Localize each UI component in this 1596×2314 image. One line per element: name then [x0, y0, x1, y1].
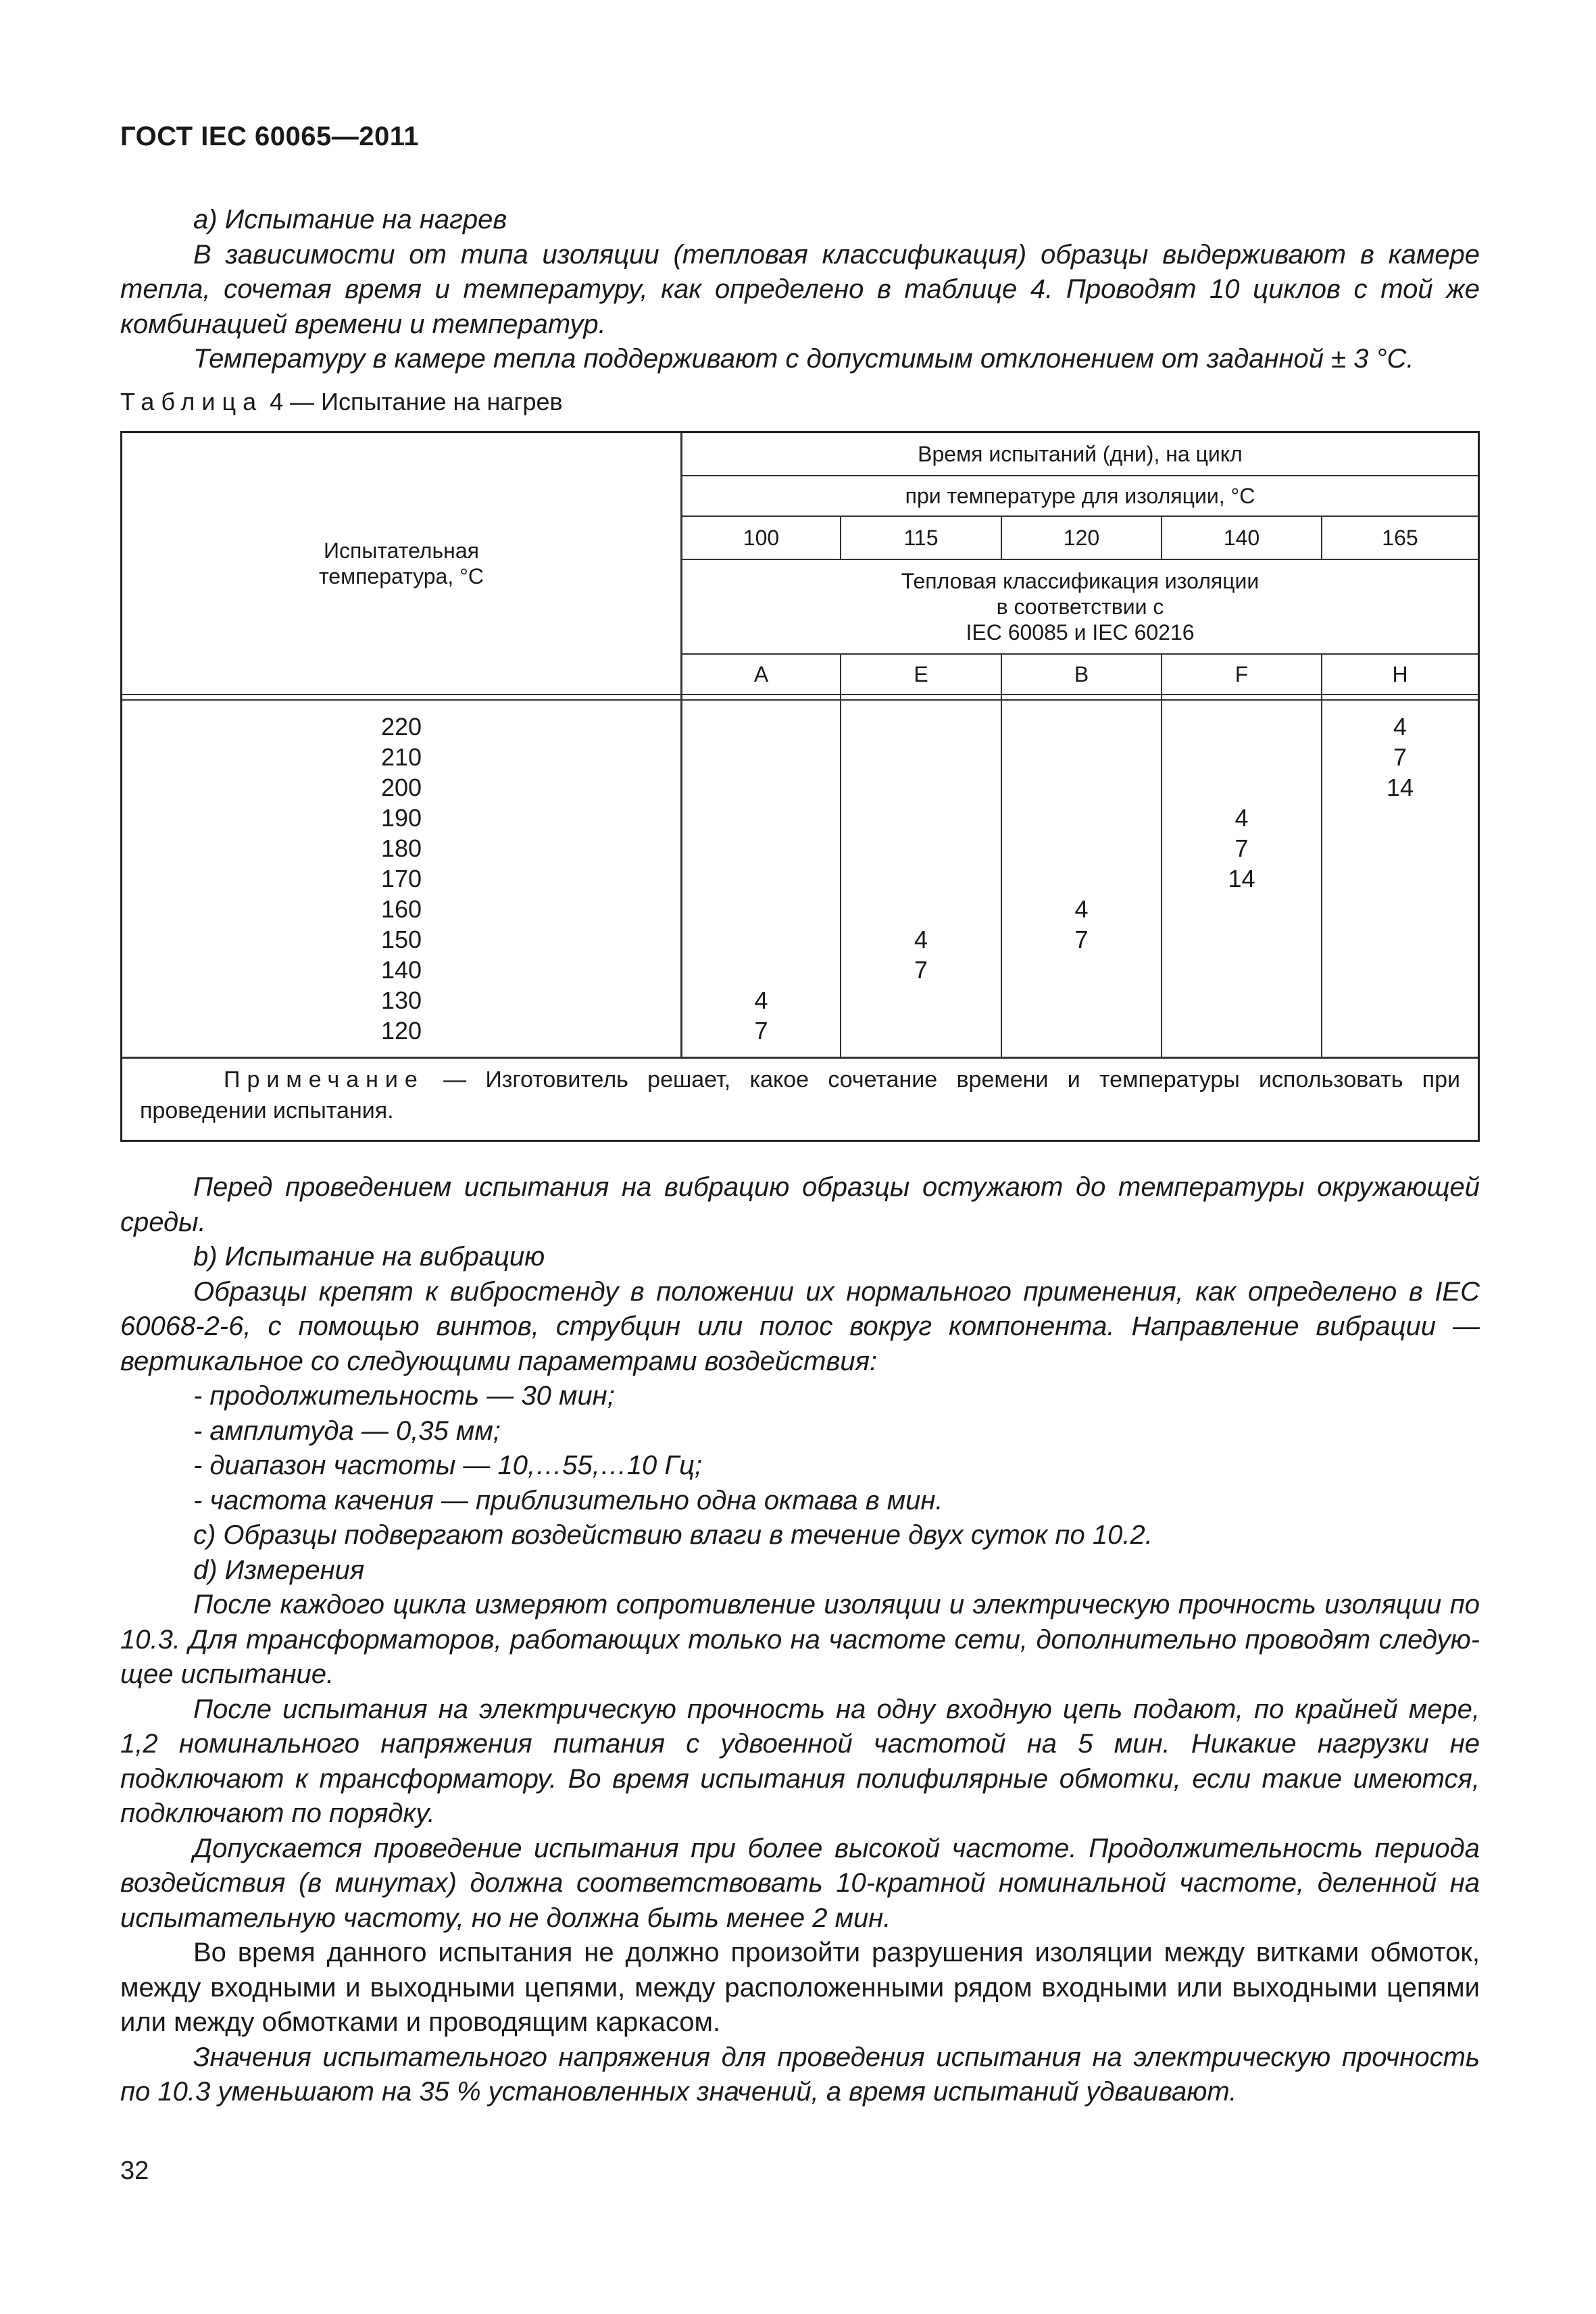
intro-paragraph: В зависимости от типа изоляции (тепловая классификация) образцы выдерживают в камере тепла, сочетая время и температуру, как определено в таблице 4. Проводят 10 циклов с той же комбинацией времени и температур.	[120, 239, 1480, 339]
header-at-temperature	[682, 476, 1478, 515]
document-header: ГОСТ IEC 60065—2011	[120, 122, 419, 151]
body-paragraph: После каждого цикла измеряют сопротивление изоляции и электрическую прочность изоляции по 10.3. Для трансформаторов, работающих только на частоте сети, дополнительно проводят следую-щее испытание.	[120, 1590, 1480, 1689]
header-thermal-class-line: Тепловая классификация изоляции	[901, 569, 1260, 593]
temp-120: 120	[1063, 526, 1100, 550]
class-A: A	[753, 662, 769, 686]
intro-tolerance: Температуру в камере тепла поддерживают с допустимым отклонением от заданной ± 3 °С.	[193, 344, 1414, 374]
header-test-time	[682, 433, 1478, 475]
intro-text	[120, 203, 1480, 377]
header-at-temperature-text: при температуре для изоляции, °С	[905, 484, 1255, 508]
body-text	[120, 1170, 1480, 2110]
list-item: - частота качения — приблизительно одна октава в мин.	[193, 1485, 943, 1515]
header-test-time-text: Время испытаний (дни), на цикл	[918, 442, 1243, 466]
list-item: - амплитуда — 0,35 мм;	[193, 1415, 501, 1446]
table-note-word: Примечание	[224, 1067, 424, 1092]
temp-115: 115	[903, 526, 939, 550]
column-A-values: 4 7	[754, 986, 768, 1045]
temp-140: 140	[1223, 526, 1260, 550]
test-temperature-column: 220 210 200 190 180 170 160 150 140 130 120	[380, 713, 422, 1045]
body-paragraph: Во время данного испытания не должно произойти разрушения изоляции между витками обмоток, между входными и выходными цепями, между расположенными рядом входными или выходными цепями или между обмотками и проводящим каркасом.	[120, 1938, 1480, 2037]
column-H-values: 4 7 14	[1386, 713, 1414, 801]
header-thermal-class	[682, 560, 1478, 653]
table-caption	[120, 386, 563, 418]
section-a-heading: a) Испытание на нагрев	[193, 205, 507, 234]
body-paragraph: Перед проведением испытания на вибрацию образцы остужают до температуры окружающей среды.	[120, 1172, 1480, 1237]
class-E: E	[914, 662, 928, 686]
column-F-values: 4 7 14	[1228, 804, 1255, 892]
class-H: H	[1392, 662, 1408, 686]
header-thermal-class-line: в соответствии с	[996, 595, 1164, 619]
temp-165: 165	[1382, 526, 1418, 550]
body-paragraph: После испытания на электрическую прочность на одну входную цепь подают, по крайней мере, 1,2 номинального напряжения питания с удвоенной частотой на 5 мин. Никакие нагрузки не подключают к трансформатору. Во время испытания полифилярные обмотки, если такие имеются, подключают по порядку.	[120, 1694, 1480, 1828]
temp-100: 100	[743, 526, 780, 550]
page-number: 32	[120, 2157, 149, 2185]
table-note	[122, 1059, 1478, 1126]
table-divider	[122, 699, 1478, 701]
body-paragraph: Допускается проведение испытания при более высокой частоте. Продолжительность периода воздействия (в минутах) должна соответствовать 10-кратной номинальной частоте, деленной на испытательную частоту, но не должна быть менее 2 мин.	[120, 1833, 1480, 1933]
body-paragraph: Значения испытательного напряжения для проведения испытания на электрическую прочность по 10.3 уменьшают на 35 % установленных значений, а время испытаний удваивают.	[120, 2042, 1480, 2107]
list-item: - продолжительность — 30 мин;	[193, 1381, 615, 1411]
section-c-text: c) Образцы подвергают воздействию влаги в течение двух суток по 10.2.	[193, 1520, 1153, 1550]
table-caption-text: 4 — Испытание на нагрев	[263, 388, 563, 416]
header-test-temperature	[122, 433, 680, 694]
column-E-values: 4 7	[914, 926, 928, 984]
list-item: - диапазон частоты — 10,…55,…10 Гц;	[193, 1451, 703, 1480]
header-thermal-class-line: IEC 60085 и IEC 60216	[966, 620, 1195, 645]
section-d-heading: d) Измерения	[193, 1555, 365, 1585]
class-F: F	[1235, 662, 1249, 686]
section-b-heading: b) Испытание на вибрацию	[193, 1242, 545, 1272]
table-note-text: — Изготовитель решает, какое сочетание времени и температуры использовать при проведении испытания.	[140, 1067, 1460, 1124]
class-B: B	[1074, 662, 1089, 686]
heating-test-table	[120, 431, 1480, 1142]
column-B-values: 4 7	[1074, 895, 1089, 953]
table-caption-word: Таблица	[120, 388, 264, 416]
table-divider	[122, 694, 1478, 695]
header-test-temperature-text: Испытательная температура, °С	[318, 538, 484, 588]
body-paragraph: Образцы крепят к вибростенду в положении их нормального применения, как определено в IEC 60068-2-6, с помощью винтов, струбцин или полос вокруг компонента. Направление вибрации — вертикальное со следующими параметрами воздействия:	[120, 1276, 1480, 1376]
